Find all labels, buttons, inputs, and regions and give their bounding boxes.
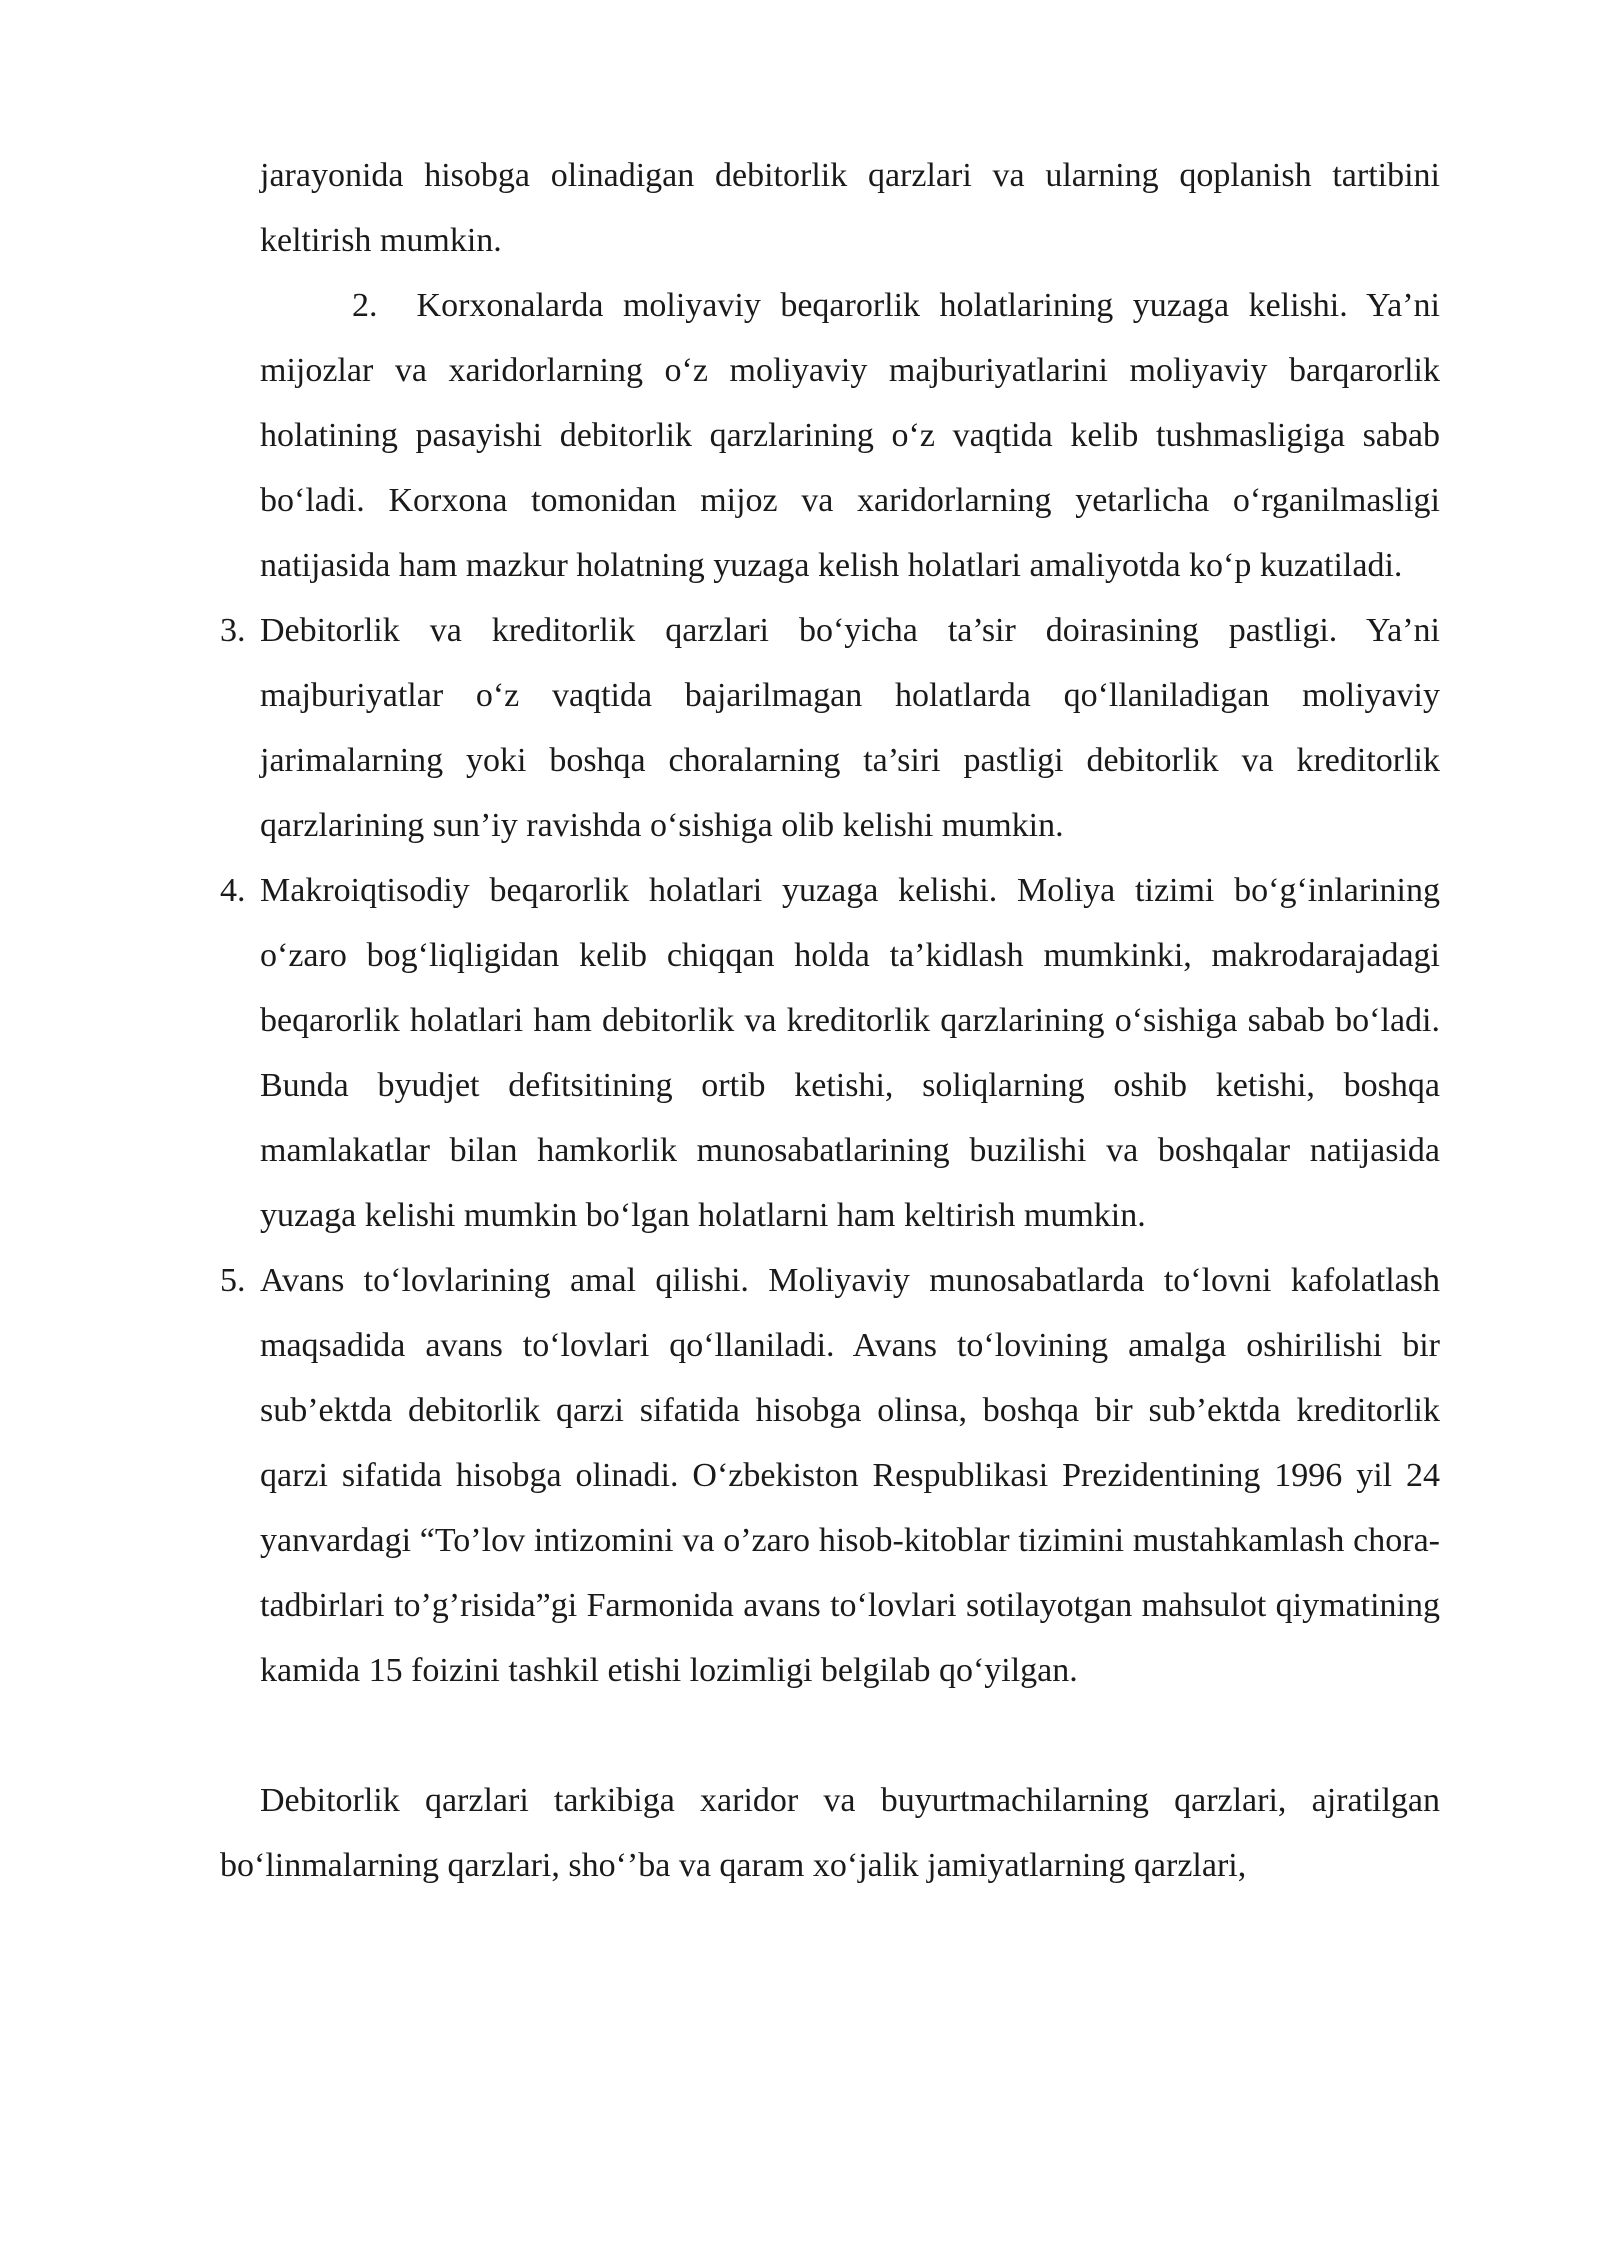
paragraph-spacer [220, 1703, 1440, 1768]
document-body [220, 143, 1440, 1898]
list-item-text: Makroiqtisodiy beqarorlik holatlari yuzaga kelishi. Moliya tizimi bo‘g‘inlarining o‘zaro bog‘liqligidan kelib chiqqan holda ta’kidlash mumkinki, makrodarajadagi beqarorlik holatlari ham debitorlik va kreditorlik qarzlarining o‘sishiga sabab bo‘ladi. Bunda byudjet defitsitining ortib ketishi, soliqlarning oshib ketishi, boshqa mamlakatlar bilan hamkorlik munosabatlarining buzilishi va boshqalar natijasida yuzaga kelishi mumkin bo‘lgan holatlarni ham keltirish mumkin. [260, 872, 1440, 1234]
continued-paragraph: jarayonida hisobga olinadigan debitorlik qarzlari va ularning qoplanish tartibini keltirish mumkin. [260, 157, 1440, 259]
list-item-text: Korxonalarda moliyaviy beqarorlik holatlarining yuzaga kelishi. Ya’ni mijozlar va xaridorlarning o‘z moliyaviy majburiyatlarini moliyaviy barqarorlik holatining pasayishi debitorlik qarzlarining o‘z vaqtida kelib tushmasligiga sabab bo‘ladi. Korxona tomonidan mijoz va xaridorlarning yetarlicha o‘rganilmasligi natijasida ham mazkur holatning yuzaga kelish holatlari amaliyotda ko‘p kuzatiladi. [260, 287, 1440, 584]
list-item-text: Avans to‘lovlarining amal qilishi. Moliyaviy munosabatlarda to‘lovni kafolatlash maqsadida avans to‘lovlari qo‘llaniladi. Avans to‘lovining amalga oshirilishi bir sub’ektda debitorlik qarzi sifatida hisobga olinsa, boshqa bir sub’ektda kreditorlik qarzi sifatida hisobga olinadi. O‘zbekiston Respublikasi Prezidentining 1996 yil 24 yanvardagi “To’lov intizomini va o’zaro hisob-kitoblar tizimini mustahkamlash chora-tadbirlari to’g’risida”gi Farmonida avans to‘lovlari sotilayotgan mahsulot qiymatining kamida 15 foizini tashkil etishi lozimligi belgilab qo‘yilgan. [260, 1262, 1440, 1689]
numbered-list [220, 598, 1440, 1703]
final-paragraph: Debitorlik qarzlari tarkibiga xaridor va buyurtmachilarning qarzlari, ajratilgan bo‘linmalarning qarzlari, sho‘’ba va qaram xo‘jalik jamiyatlarning qarzlari, [220, 1782, 1440, 1884]
list-item-number: 3. [220, 612, 246, 649]
list-item-number: 5. [220, 1262, 246, 1299]
list-item-3 [220, 598, 1440, 858]
list-item-number: 2. [352, 287, 378, 324]
list-item-number: 4. [220, 872, 246, 909]
list-item-2 [220, 273, 1440, 598]
list-item-text: Debitorlik va kreditorlik qarzlari bo‘yicha ta’sir doirasining pastligi. Ya’ni majburiyatlar o‘z vaqtida bajarilmagan holatlarda qo‘llaniladigan moliyaviy jarimalarning yoki boshqa choralarning ta’siri pastligi debitorlik va kreditorlik qarzlarining sun’iy ravishda o‘sishiga olib kelishi mumkin. [260, 612, 1440, 844]
list-item-5 [220, 1248, 1440, 1703]
list-item-4 [220, 858, 1440, 1248]
